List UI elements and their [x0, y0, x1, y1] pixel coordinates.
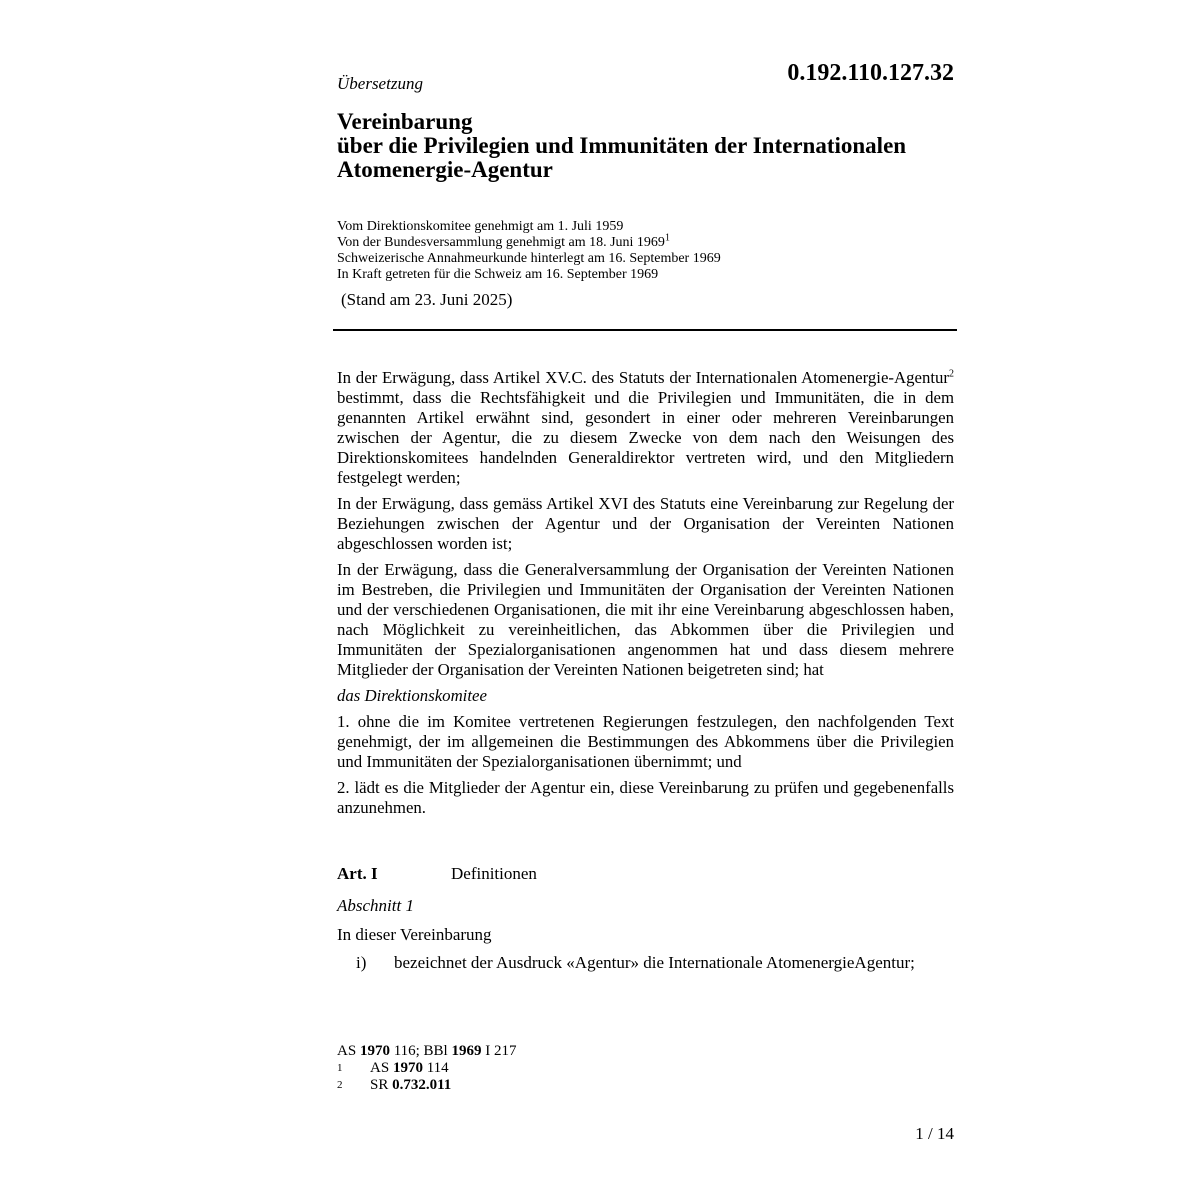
footnote-1-prefix: AS: [370, 1060, 393, 1076]
footnote-1-year: 1970: [392, 1060, 423, 1076]
meta-parliament-text: Von der Bundesversammlung genehmigt am 18. Juni 1969: [337, 235, 665, 250]
preamble-p1-start: In der Erwägung, dass Artikel XV.C. des Statuts der Internationalen Atomenergie-Agentur: [337, 368, 949, 387]
footnote-1: [337, 1060, 516, 1077]
title-line-3: Atomenergie-Agentur: [337, 157, 553, 182]
item-text: bezeichnet der Ausdruck «Agentur» die Internationale AtomenergieAgentur;: [394, 953, 915, 972]
source-mid: 116; BBl: [389, 1043, 452, 1059]
preamble-paragraph-2: In der Erwägung, dass gemäss Artikel XVI des Statuts eine Vereinbarung zur Regelung der Beziehungen zwischen der Agentur und der Organisation der Vereinten Nationen abgeschlossen worden ist;: [337, 494, 954, 553]
preamble-paragraph-1: [337, 368, 954, 488]
footnote-1-page: 114: [422, 1060, 449, 1076]
preamble-subject: das Direktionskomitee: [337, 686, 487, 705]
preamble-paragraph-6: 2. lädt es die Mitglieder der Agentur ein, diese Vereinbarung zu prüfen und gegebenenfalls anzunehmen.: [337, 778, 954, 817]
definition-item: [356, 953, 915, 973]
status-date: (Stand am 23. Juni 2025): [341, 290, 513, 309]
preamble-paragraph-5: 1. ohne die im Komitee vertretenen Regierungen festzulegen, den nachfolgenden Text genehmigt, der im allgemeinen die Bestimmungen des Abkommens über die Privilegien und Immunitäten der Spezialorganisationen übernimmt; und: [337, 712, 954, 771]
approval-metadata: [337, 219, 721, 283]
source-year-2: 1969: [451, 1043, 482, 1059]
source-suffix: I 217: [481, 1043, 517, 1059]
source-year-1: 1970: [359, 1043, 390, 1059]
footnote-2: [337, 1077, 516, 1094]
article-title: Definitionen: [451, 864, 537, 883]
preamble-p1-end: bestimmt, dass die Rechtsfähigkeit und die Privilegien und Immunitäten, die in dem genannten Artikel erwähnt sind, gesondert in einer oder mehreren Vereinbarungen zwischen der Agentur, die zu diesem Zwecke von dem nach den Weisungen des Direktionskomitees handelnden Generaldirektor vertreten wird, und den Mitgliedern festgelegt werden;: [337, 388, 954, 487]
sr-number: 0.192.110.127.32: [787, 60, 954, 86]
page-number: 1 / 14: [915, 1124, 954, 1143]
footnote-ref-2[interactable]: 2: [949, 368, 954, 380]
document-title: [337, 110, 977, 182]
article-intro: In dieser Vereinbarung: [337, 925, 492, 944]
meta-deposit: Schweizerische Annahmeurkunde hinterlegt am 16. September 1969: [337, 251, 721, 266]
article-number: Art. I: [337, 864, 378, 883]
section-label: Abschnitt 1: [337, 896, 414, 915]
translation-label: Übersetzung: [337, 74, 423, 93]
source-reference: [337, 1043, 516, 1060]
footnote-2-prefix: SR: [370, 1077, 393, 1093]
footnotes: [337, 1043, 516, 1094]
meta-in-force: In Kraft getreten für die Schweiz am 16. September 1969: [337, 267, 659, 282]
meta-committee-approval: Vom Direktionskomitee genehmigt am 1. Juli 1959: [337, 219, 624, 234]
preamble-paragraph-3: In der Erwägung, dass die Generalversammlung der Organisation der Vereinten Nationen im Bestreben, die Privilegien und Immunitäten der Organisation der Vereinten Nationen und der verschiedenen Organisationen, die mit ihr eine Vereinbarung abgeschlossen haben, nach Möglichkeit zu vereinheitlichen, das Abkommen über die Privilegien und Immunitäten der Spezialorganisationen angenommen hat und dass diesem mehrere Mitglieder der Organisation der Vereinten Nationen beigetreten sind; hat: [337, 560, 954, 679]
preamble: [337, 368, 954, 824]
footnote-1-mark: 1: [337, 1062, 343, 1074]
header-divider: [333, 329, 957, 331]
footnote-2-mark: 2: [337, 1079, 343, 1091]
title-line-2: über die Privilegien und Immunitäten der Internationalen: [337, 133, 907, 158]
footnote-ref-1[interactable]: 1: [664, 232, 670, 244]
source-prefix: AS: [337, 1043, 360, 1059]
item-marker: i): [356, 953, 367, 972]
article-heading: [337, 864, 537, 884]
footnote-2-sr-number[interactable]: 0.732.011: [392, 1077, 452, 1093]
title-line-1: Vereinbarung: [337, 109, 473, 134]
meta-parliament-approval: [337, 232, 721, 251]
